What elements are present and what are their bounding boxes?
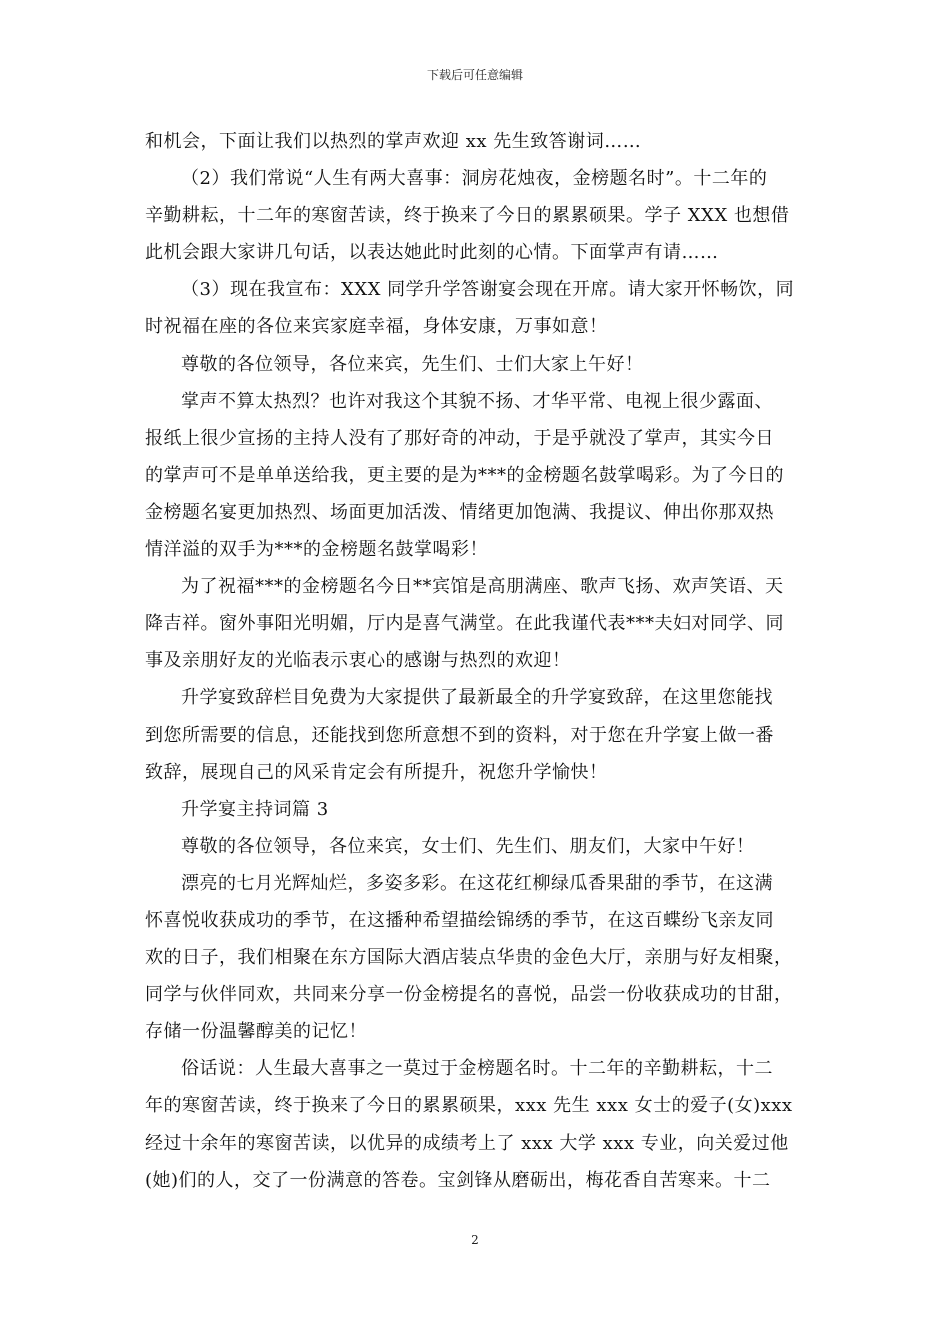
text-line: 到您所需要的信息，还能找到您所意想不到的资料，对于您在升学宴上做一番: [145, 724, 774, 746]
text-line: 俗话说：人生最大喜事之一莫过于金榜题名时。十二年的辛勤耕耘，十二: [181, 1058, 773, 1080]
text-line: 致辞，展现自己的风采肯定会有所提升，祝您升学愉快！: [145, 761, 608, 783]
text-line: 年的寒窗苦读，终于换来了今日的累累硕果，xxx 先生 xxx 女士的爱子(女)xxx: [145, 1095, 793, 1117]
text-line: 漂亮的七月光辉灿烂，多姿多彩。在这花红柳绿瓜香果甜的季节，在这满: [181, 872, 773, 894]
text-line: 和机会，下面让我们以热烈的掌声欢迎 xx 先生致答谢词……: [145, 131, 642, 152]
text-line: （3）现在我宣布：XXX 同学升学答谢宴会现在开席。请大家开怀畅饮，同: [181, 279, 795, 301]
text-line: 经过十余年的寒窗苦读，以优异的成绩考上了 xxx 大学 xxx 专业，向关爱过他: [145, 1132, 789, 1154]
text-line: 时祝福在座的各位来宾家庭幸福，身体安康，万事如意！: [145, 316, 608, 338]
text-line: 存储一份温馨醇美的记忆！: [145, 1021, 367, 1043]
page-header: 下载后可任意编辑: [426, 68, 523, 82]
text-line: 此机会跟大家讲几句话，以表达她此时此刻的心情。下面掌声有请……: [145, 242, 719, 264]
text-line: 欢的日子，我们相聚在东方国际大酒店装点华贵的金色大厅，亲朋与好友相聚，: [145, 947, 793, 969]
text-line: 尊敬的各位领导，各位来宾，先生们、士们大家上午好！: [181, 353, 644, 375]
text-line: 辛勤耕耘，十二年的寒窗苦读，终于换来了今日的累累硕果。学子 XXX 也想借: [145, 205, 790, 227]
text-line: 尊敬的各位领导，各位来宾，女士们、先生们、朋友们，大家中午好！: [181, 835, 755, 857]
text-line: 的掌声可不是单单送给我，更主要的是为***的金榜题名鼓掌喝彩。为了今日的: [145, 464, 784, 486]
text-line: 报纸上很少宣扬的主持人没有了那好奇的冲动，于是乎就没了掌声，其实今日: [145, 427, 774, 449]
text-line: (她)们的人，交了一份满意的答卷。宝剑锋从磨砺出，梅花香自苦寒来。十二: [145, 1169, 771, 1191]
page-number: 2: [471, 1233, 479, 1247]
text-line: （2）我们常说“人生有两大喜事：洞房花烛夜，金榜题名时”。十二年的: [181, 168, 768, 190]
document-body: [145, 123, 810, 1199]
text-line: 事及亲朋好友的光临表示衷心的感谢与热烈的欢迎！: [145, 650, 571, 672]
text-line: 升学宴致辞栏目免费为大家提供了最新最全的升学宴致辞，在这里您能找: [181, 687, 773, 709]
text-line: 同学与伙伴同欢，共同来分享一份金榜提名的喜悦，品尝一份收获成功的甘甜，: [145, 984, 793, 1006]
text-line: 降吉祥。窗外事阳光明媚，厅内是喜气满堂。在此我谨代表***夫妇对同学、同: [145, 613, 784, 635]
text-line: 怀喜悦收获成功的季节，在这播种希望描绘锦绣的季节，在这百蝶纷飞亲友同: [145, 909, 774, 931]
text-line: 情洋溢的双手为***的金榜题名鼓掌喝彩！: [145, 539, 488, 561]
section-heading: 升学宴主持词篇 3: [181, 798, 329, 820]
text-line: 掌声不算太热烈？也许对我这个其貌不扬、才华平常、电视上很少露面、: [181, 390, 773, 412]
text-line: 金榜题名宴更加热烈、场面更加活泼、情绪更加饱满、我提议、伸出你那双热: [145, 501, 774, 523]
text-line: 为了祝福***的金榜题名今日**宾馆是高朋满座、歌声飞扬、欢声笑语、天: [181, 576, 784, 598]
